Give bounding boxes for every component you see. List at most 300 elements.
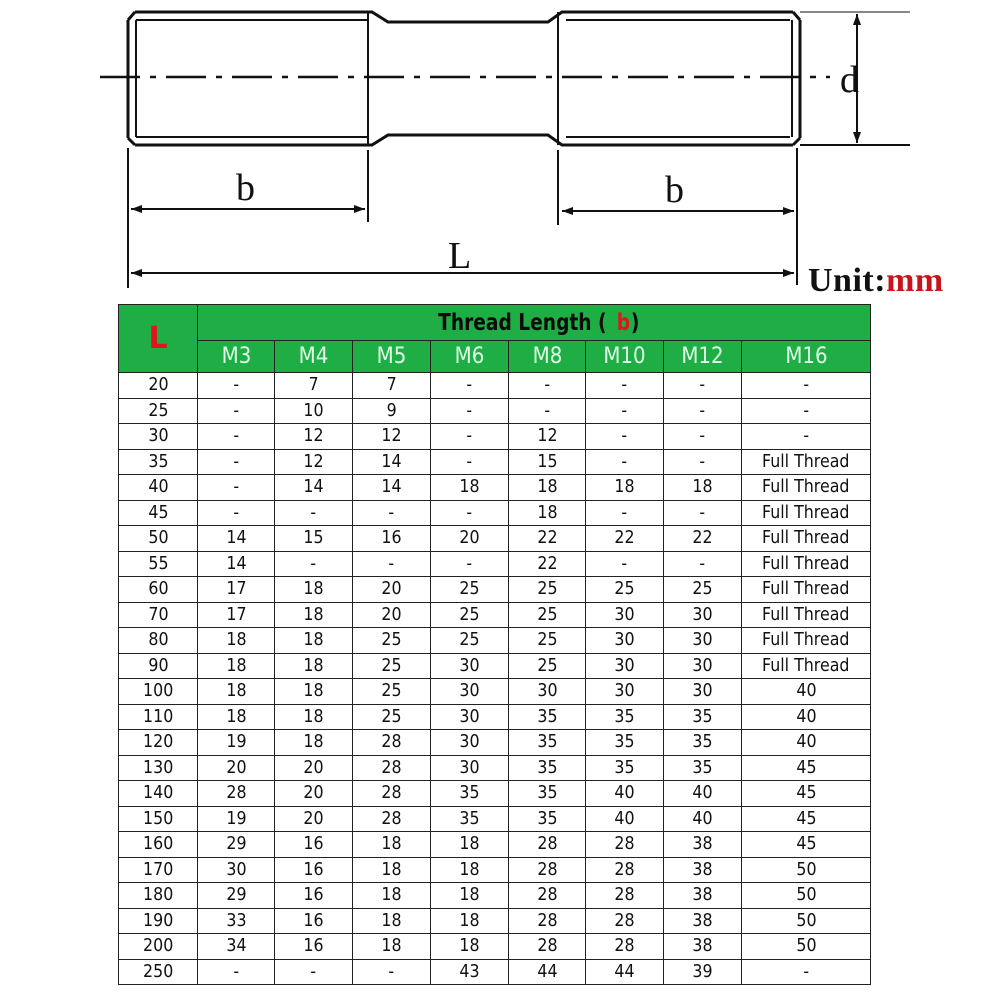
thread-length-cell <box>509 373 586 399</box>
table-row <box>119 704 871 730</box>
thread-length-cell <box>353 934 431 960</box>
thread-length-cell <box>586 857 664 883</box>
thread-length-cell <box>509 832 586 858</box>
thread-length-cell <box>198 730 275 756</box>
thread-length-cell <box>431 424 509 450</box>
title-prefix: Thread Length ( <box>437 309 607 336</box>
thread-length-cell <box>742 398 871 424</box>
thread-length-cell <box>275 577 353 603</box>
thread-length-value: 18 <box>381 858 402 880</box>
thread-length-cell <box>198 832 275 858</box>
row-header-L: L <box>119 305 198 373</box>
thread-length-value: 18 <box>536 476 558 498</box>
thread-length-cell <box>431 806 509 832</box>
thread-length-value: - <box>466 552 473 574</box>
length-cell <box>119 934 198 960</box>
thread-length-value: 18 <box>381 935 402 957</box>
length-cell <box>119 602 198 628</box>
thread-length-cell <box>742 755 871 781</box>
length-value: 30 <box>147 425 169 447</box>
thread-length-value: - <box>388 960 395 982</box>
table-row <box>119 832 871 858</box>
thread-length-cell <box>742 704 871 730</box>
thread-length-cell <box>431 679 509 705</box>
thread-length-cell <box>275 398 353 424</box>
unit-label <box>808 262 944 300</box>
thread-length-cell <box>664 424 742 450</box>
thread-length-cell <box>275 653 353 679</box>
column-label: M16 <box>784 343 828 369</box>
thread-length-value: 7 <box>308 374 319 396</box>
thread-length-cell <box>198 781 275 807</box>
thread-length-cell <box>275 959 353 985</box>
thread-length-cell <box>431 551 509 577</box>
thread-length-cell <box>353 628 431 654</box>
thread-length-value: Full Thread <box>762 629 850 651</box>
thread-length-cell <box>198 475 275 501</box>
thread-length-value: 28 <box>536 909 558 931</box>
thread-length-value: 30 <box>459 654 480 676</box>
thread-length-value: 18 <box>381 909 402 931</box>
thread-length-value: - <box>803 399 809 421</box>
thread-length-cell <box>586 500 664 526</box>
thread-length-cell <box>198 398 275 424</box>
thread-length-cell <box>664 373 742 399</box>
thread-length-cell <box>509 934 586 960</box>
thread-length-cell <box>353 908 431 934</box>
table-row <box>119 628 871 654</box>
table-row <box>119 730 871 756</box>
thread-length-value: - <box>699 399 706 421</box>
thread-length-cell <box>275 857 353 883</box>
column-label: M4 <box>298 343 329 369</box>
thread-length-value: 28 <box>614 858 635 880</box>
unit-value: mm <box>886 262 944 299</box>
thread-length-value: 50 <box>795 935 817 957</box>
thread-length-value: - <box>233 399 239 421</box>
thread-length-value: 12 <box>303 425 324 447</box>
thread-length-cell <box>664 449 742 475</box>
thread-length-cell <box>198 704 275 730</box>
thread-length-value: Full Thread <box>762 476 850 498</box>
column-header-m12 <box>664 341 742 373</box>
thread-length-value: 19 <box>225 731 247 753</box>
thread-length-value: 44 <box>614 960 635 982</box>
thread-length-cell <box>198 424 275 450</box>
thread-length-value: 28 <box>381 756 402 778</box>
thread-length-value: 30 <box>614 680 635 702</box>
thread-length-value: 35 <box>614 731 635 753</box>
thread-length-value: - <box>803 374 809 396</box>
thread-length-value: - <box>621 374 628 396</box>
length-cell <box>119 424 198 450</box>
thread-length-value: - <box>466 399 473 421</box>
thread-length-cell <box>198 755 275 781</box>
thread-length-table <box>118 304 871 985</box>
thread-length-value: 25 <box>536 603 558 625</box>
thread-length-cell <box>431 755 509 781</box>
thread-length-cell <box>353 449 431 475</box>
thread-length-value: 19 <box>225 807 247 829</box>
column-label: M10 <box>603 343 646 369</box>
length-value: 130 <box>142 756 174 778</box>
thread-length-value: 45 <box>795 833 817 855</box>
thread-length-value: 20 <box>459 527 480 549</box>
thread-length-cell <box>664 551 742 577</box>
thread-length-cell <box>664 526 742 552</box>
column-header-m4 <box>275 341 353 373</box>
thread-length-value: 18 <box>459 858 480 880</box>
thread-length-cell <box>198 653 275 679</box>
thread-length-value: 30 <box>692 654 713 676</box>
thread-length-value: 35 <box>459 807 480 829</box>
thread-length-cell <box>431 934 509 960</box>
thread-length-cell <box>353 704 431 730</box>
thread-length-value: 16 <box>303 858 324 880</box>
thread-length-value: 15 <box>536 450 558 472</box>
thread-length-value: Full Thread <box>762 552 850 574</box>
thread-length-cell <box>742 908 871 934</box>
thread-length-cell <box>742 653 871 679</box>
thread-length-value: 22 <box>536 552 558 574</box>
thread-length-cell <box>353 551 431 577</box>
thread-length-cell <box>586 679 664 705</box>
table-row <box>119 373 871 399</box>
thread-length-cell <box>509 551 586 577</box>
thread-length-cell <box>586 526 664 552</box>
table-row <box>119 602 871 628</box>
thread-length-cell <box>664 959 742 985</box>
thread-length-value: 28 <box>381 782 402 804</box>
thread-length-value: 40 <box>795 705 817 727</box>
thread-length-value: 17 <box>225 578 247 600</box>
length-value: 100 <box>142 680 174 702</box>
thread-length-value: 45 <box>795 807 817 829</box>
thread-length-cell <box>431 908 509 934</box>
thread-length-cell <box>275 832 353 858</box>
table-row <box>119 449 871 475</box>
thread-length-value: - <box>699 450 706 472</box>
thread-length-value: 30 <box>614 654 635 676</box>
thread-length-cell <box>198 857 275 883</box>
thread-length-value: 38 <box>692 884 713 906</box>
title-var: b <box>616 309 630 336</box>
thread-length-cell <box>275 908 353 934</box>
label-b-right: b <box>665 169 684 211</box>
thread-length-cell <box>431 449 509 475</box>
thread-length-cell <box>742 857 871 883</box>
thread-length-cell <box>509 959 586 985</box>
thread-length-value: - <box>699 425 706 447</box>
thread-length-cell <box>664 577 742 603</box>
thread-length-cell <box>586 449 664 475</box>
thread-length-value: 18 <box>459 833 480 855</box>
thread-length-value: 14 <box>303 476 324 498</box>
thread-length-value: - <box>699 501 706 523</box>
thread-length-value: 18 <box>459 884 480 906</box>
length-value: 90 <box>147 654 169 676</box>
thread-length-cell <box>586 755 664 781</box>
thread-length-cell <box>275 449 353 475</box>
thread-length-cell <box>275 781 353 807</box>
thread-length-cell <box>275 526 353 552</box>
thread-length-value: 25 <box>536 629 558 651</box>
thread-length-value: 30 <box>459 731 480 753</box>
thread-length-value: 35 <box>614 705 635 727</box>
length-cell <box>119 781 198 807</box>
length-cell <box>119 832 198 858</box>
thread-length-cell <box>198 934 275 960</box>
unit-prefix: Unit: <box>808 262 887 299</box>
thread-length-cell <box>664 653 742 679</box>
thread-length-value: 16 <box>303 909 324 931</box>
thread-length-cell <box>275 602 353 628</box>
length-value: 160 <box>142 833 174 855</box>
length-value: 70 <box>147 603 169 625</box>
thread-length-cell <box>198 526 275 552</box>
thread-length-cell <box>509 704 586 730</box>
thread-length-cell <box>198 577 275 603</box>
thread-length-value: 30 <box>536 680 558 702</box>
column-label: M5 <box>376 343 407 369</box>
length-value: 55 <box>147 552 169 574</box>
thread-length-value: 18 <box>381 833 402 855</box>
thread-length-cell <box>664 934 742 960</box>
thread-length-value: 25 <box>381 680 402 702</box>
thread-length-cell <box>742 373 871 399</box>
thread-length-cell <box>431 781 509 807</box>
table-row <box>119 424 871 450</box>
thread-length-value: 40 <box>692 807 713 829</box>
length-cell <box>119 551 198 577</box>
label-diameter: d <box>840 59 859 101</box>
thread-length-cell <box>664 832 742 858</box>
thread-length-cell <box>198 959 275 985</box>
thread-length-value: 20 <box>381 578 402 600</box>
length-cell <box>119 577 198 603</box>
thread-length-cell <box>664 398 742 424</box>
thread-length-value: 18 <box>303 578 324 600</box>
thread-length-cell <box>586 908 664 934</box>
thread-length-cell <box>664 704 742 730</box>
thread-length-cell <box>664 755 742 781</box>
thread-length-value: 18 <box>303 731 324 753</box>
thread-length-cell <box>664 857 742 883</box>
length-value: 170 <box>142 858 174 880</box>
thread-length-value: 18 <box>225 705 247 727</box>
label-b-left: b <box>236 167 255 209</box>
thread-length-value: - <box>310 960 317 982</box>
thread-length-value: - <box>621 552 628 574</box>
thread-length-cell <box>742 602 871 628</box>
length-cell <box>119 653 198 679</box>
thread-length-cell <box>742 628 871 654</box>
thread-length-cell <box>509 908 586 934</box>
table-row <box>119 398 871 424</box>
thread-length-value: 15 <box>303 527 324 549</box>
thread-length-cell <box>664 500 742 526</box>
thread-length-cell <box>431 373 509 399</box>
thread-length-value: 14 <box>225 552 247 574</box>
thread-length-cell <box>742 526 871 552</box>
thread-length-cell <box>509 526 586 552</box>
thread-length-cell <box>586 475 664 501</box>
thread-length-cell <box>586 577 664 603</box>
thread-length-value: 35 <box>536 807 558 829</box>
length-value: 35 <box>147 450 169 472</box>
thread-length-value: 22 <box>614 527 635 549</box>
thread-length-value: 25 <box>459 603 480 625</box>
thread-length-value: - <box>233 501 239 523</box>
thread-length-cell <box>431 526 509 552</box>
length-value: 150 <box>142 807 174 829</box>
length-cell <box>119 857 198 883</box>
thread-length-cell <box>509 755 586 781</box>
thread-length-cell <box>509 679 586 705</box>
thread-length-cell <box>509 500 586 526</box>
thread-length-cell <box>353 500 431 526</box>
thread-length-cell <box>431 475 509 501</box>
thread-length-value: 30 <box>459 756 480 778</box>
thread-length-cell <box>275 475 353 501</box>
thread-length-value: - <box>621 450 628 472</box>
thread-length-cell <box>742 883 871 909</box>
thread-length-value: 30 <box>692 629 713 651</box>
thread-length-cell <box>353 883 431 909</box>
thread-length-cell <box>198 373 275 399</box>
length-cell <box>119 959 198 985</box>
length-value: 80 <box>147 629 169 651</box>
length-cell <box>119 908 198 934</box>
thread-length-value: 25 <box>536 578 558 600</box>
thread-length-value: 14 <box>225 527 247 549</box>
thread-length-value: 18 <box>692 476 713 498</box>
thread-length-value: 20 <box>303 807 324 829</box>
thread-length-value: 28 <box>536 935 558 957</box>
thread-length-cell <box>742 679 871 705</box>
thread-length-cell <box>509 398 586 424</box>
length-cell <box>119 373 198 399</box>
thread-length-cell <box>275 806 353 832</box>
thread-length-cell <box>509 424 586 450</box>
thread-length-value: 16 <box>381 527 402 549</box>
thread-length-cell <box>509 449 586 475</box>
thread-length-cell <box>586 551 664 577</box>
thread-length-value: - <box>621 399 628 421</box>
thread-length-cell <box>275 934 353 960</box>
table-row <box>119 653 871 679</box>
thread-length-value: 28 <box>614 935 635 957</box>
thread-length-cell <box>664 781 742 807</box>
thread-length-value: 18 <box>303 603 324 625</box>
thread-length-value: 45 <box>795 782 817 804</box>
thread-length-value: 35 <box>692 705 713 727</box>
thread-length-cell <box>742 959 871 985</box>
table-row <box>119 500 871 526</box>
thread-length-cell <box>664 679 742 705</box>
column-label: M8 <box>532 343 562 369</box>
thread-length-value: 45 <box>795 756 817 778</box>
column-header-m10 <box>586 341 664 373</box>
thread-length-cell <box>664 908 742 934</box>
thread-length-value: 20 <box>303 756 324 778</box>
label-length: L <box>448 235 472 277</box>
thread-length-value: 16 <box>303 833 324 855</box>
length-value: 110 <box>142 705 174 727</box>
thread-length-value: 35 <box>536 705 558 727</box>
thread-length-value: - <box>310 501 317 523</box>
column-label: M3 <box>221 343 251 369</box>
thread-length-cell <box>275 551 353 577</box>
column-header-m16 <box>742 341 871 373</box>
thread-length-cell <box>353 526 431 552</box>
thread-length-value: 30 <box>692 680 713 702</box>
thread-length-value: 22 <box>692 527 713 549</box>
thread-length-cell <box>742 500 871 526</box>
table-row <box>119 959 871 985</box>
thread-length-cell <box>664 628 742 654</box>
column-header-m5 <box>353 341 431 373</box>
column-header-m3 <box>198 341 275 373</box>
thread-length-value: 14 <box>381 450 402 472</box>
length-cell <box>119 883 198 909</box>
thread-length-cell <box>431 577 509 603</box>
thread-length-cell <box>431 628 509 654</box>
length-value: 190 <box>142 909 174 931</box>
thread-length-cell <box>664 730 742 756</box>
thread-length-cell <box>586 602 664 628</box>
thread-length-cell <box>664 883 742 909</box>
thread-length-value: 40 <box>614 782 635 804</box>
table-row <box>119 883 871 909</box>
stud-bolt-diagram <box>0 0 1000 300</box>
thread-length-value: - <box>233 425 239 447</box>
thread-length-cell <box>742 832 871 858</box>
thread-length-value: 20 <box>225 756 247 778</box>
thread-length-cell <box>509 806 586 832</box>
thread-length-value: Full Thread <box>762 450 850 472</box>
thread-length-value: 18 <box>614 476 635 498</box>
thread-length-cell <box>431 602 509 628</box>
length-cell <box>119 526 198 552</box>
table-row <box>119 934 871 960</box>
thread-length-value: 50 <box>795 909 817 931</box>
thread-length-value: 28 <box>536 884 558 906</box>
thread-length-cell <box>198 449 275 475</box>
length-cell <box>119 704 198 730</box>
thread-length-value: 28 <box>614 909 635 931</box>
thread-length-cell <box>586 373 664 399</box>
thread-length-cell <box>198 908 275 934</box>
thread-length-value: 40 <box>795 680 817 702</box>
thread-length-cell <box>275 500 353 526</box>
thread-length-value: 40 <box>614 807 635 829</box>
thread-length-cell <box>198 551 275 577</box>
thread-length-value: 18 <box>303 705 324 727</box>
thread-length-cell <box>353 959 431 985</box>
table-row <box>119 577 871 603</box>
length-cell <box>119 730 198 756</box>
thread-length-value: 25 <box>459 578 480 600</box>
thread-length-cell <box>353 755 431 781</box>
thread-length-cell <box>431 704 509 730</box>
thread-length-cell <box>431 653 509 679</box>
thread-length-cell <box>275 373 353 399</box>
length-value: 25 <box>147 399 169 421</box>
length-value: 250 <box>142 960 174 982</box>
thread-length-value: 25 <box>692 578 713 600</box>
table-title <box>198 305 871 341</box>
